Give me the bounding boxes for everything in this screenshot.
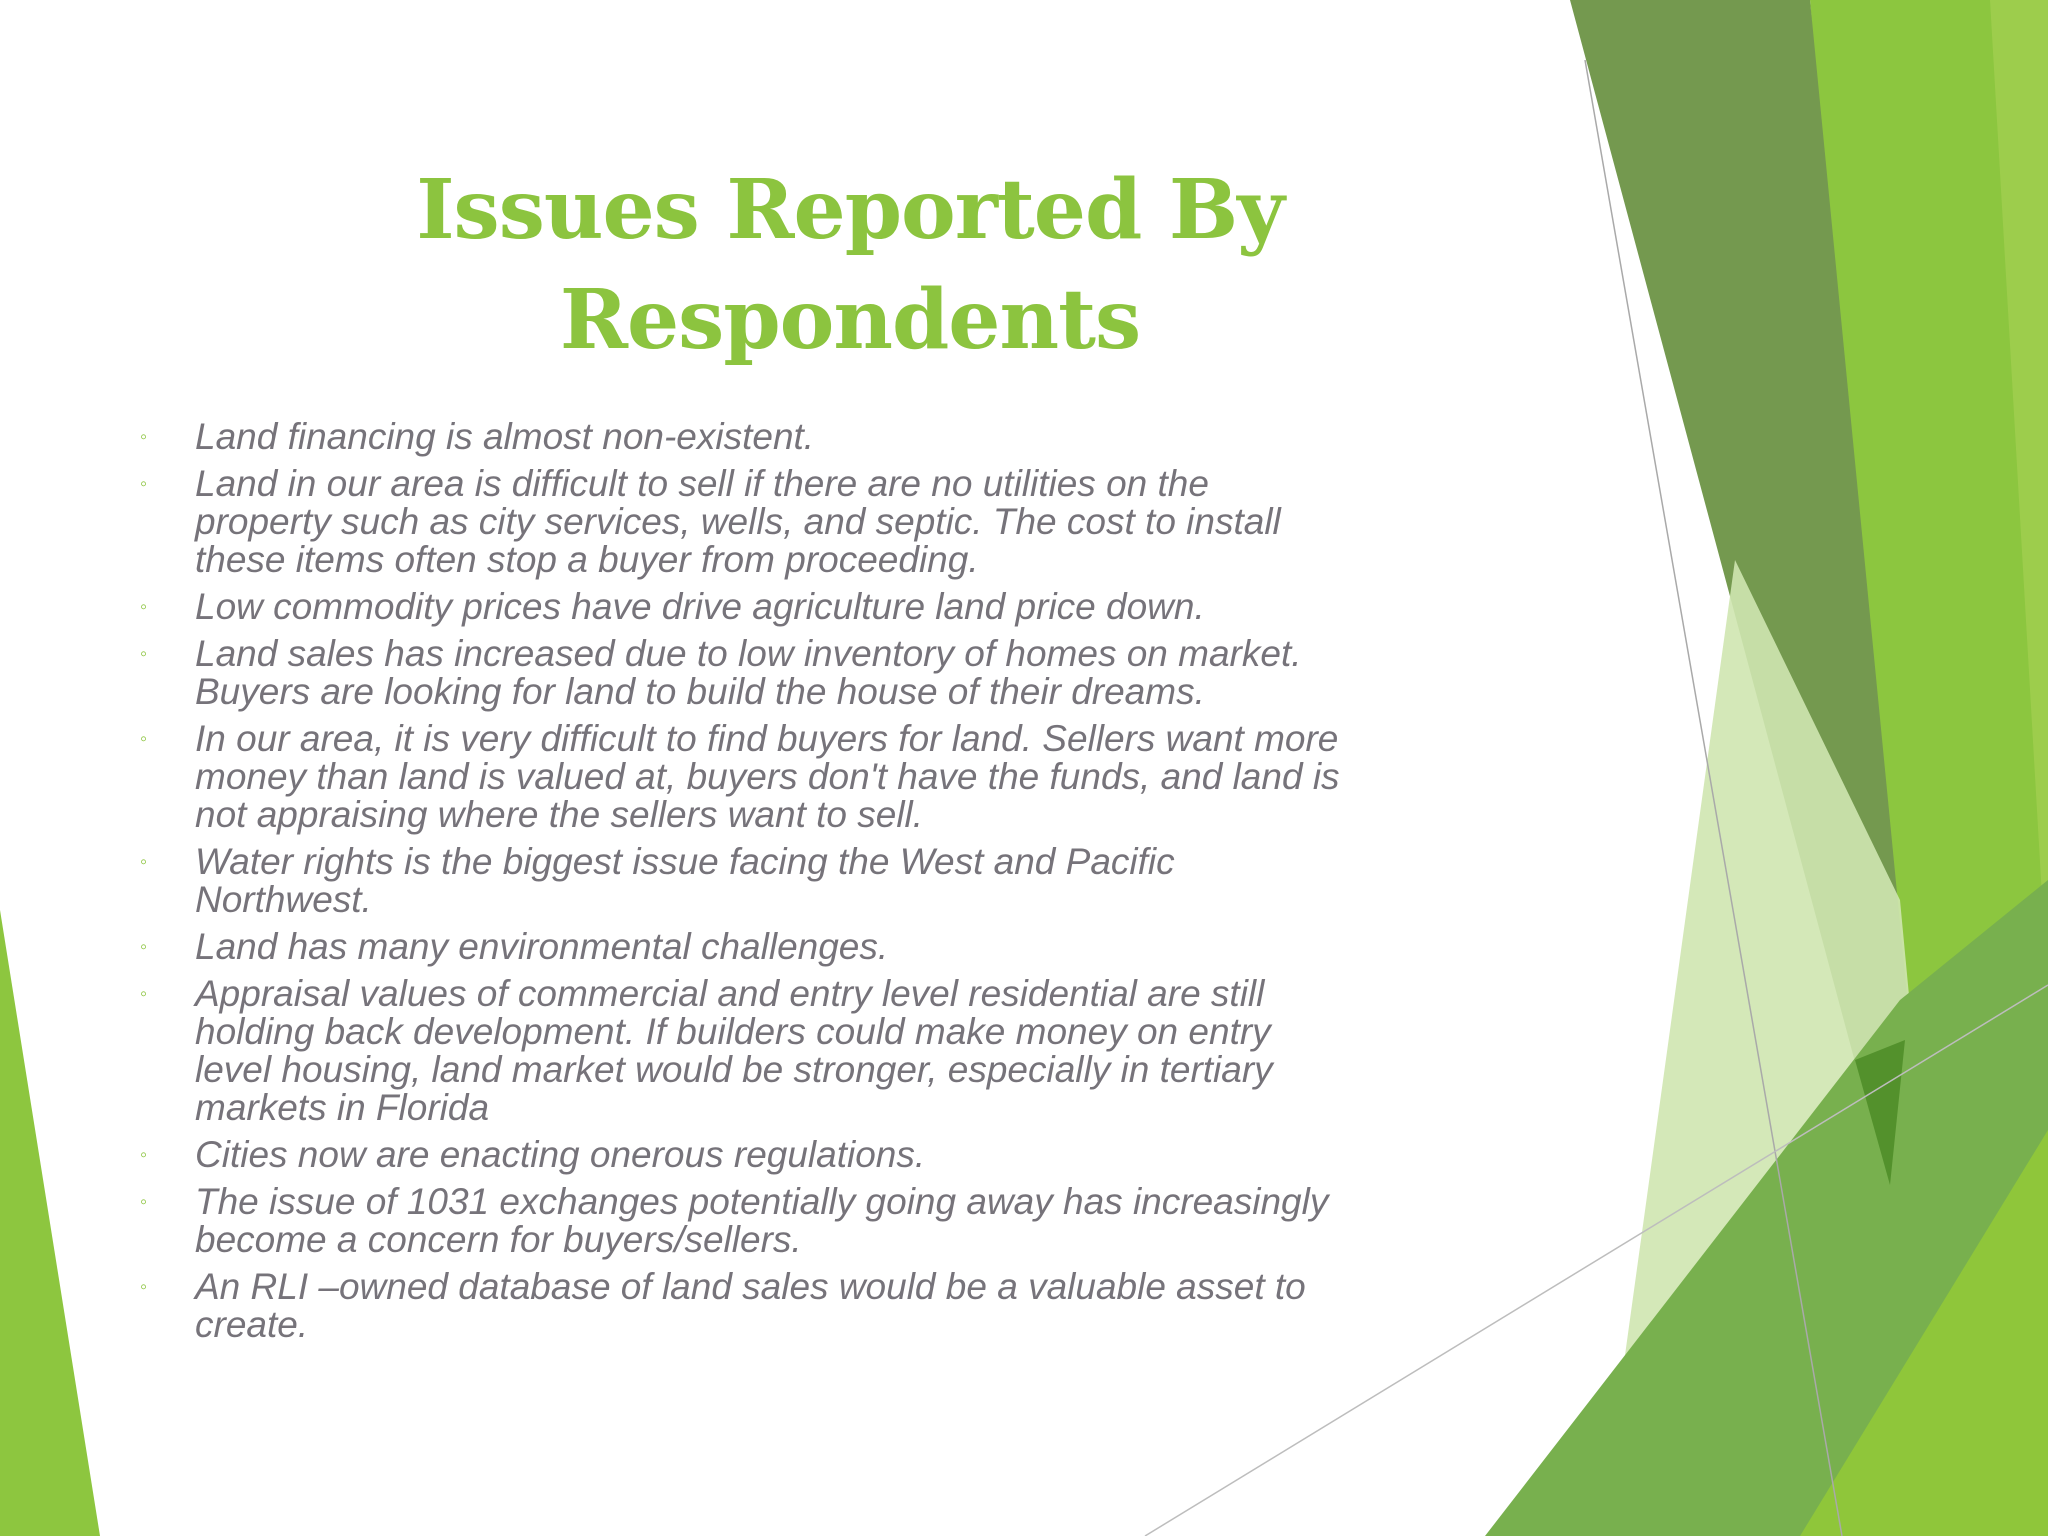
bullet-item <box>140 843 1440 919</box>
bullet-line: not appraising where the sellers want to sell. <box>195 794 924 835</box>
bullet-line: Land financing is almost non-existent. <box>195 416 815 457</box>
hollow-circle-bullet-icon: ◦ <box>140 936 148 958</box>
bullet-item <box>140 588 1440 626</box>
title-line-2: Respondents <box>559 272 1141 368</box>
hollow-circle-bullet-icon: ◦ <box>140 473 148 495</box>
bullet-line: An RLI –owned database of land sales would be a valuable asset to <box>195 1266 1306 1307</box>
hollow-circle-bullet-icon: ◦ <box>140 1276 148 1298</box>
hollow-circle-bullet-icon: ◦ <box>140 596 148 618</box>
bullet-line: Northwest. <box>195 879 372 920</box>
bullet-line: Land has many environmental challenges. <box>195 926 889 967</box>
hollow-circle-bullet-icon: ◦ <box>140 643 148 665</box>
bullet-item <box>140 1136 1440 1174</box>
bullet-item <box>140 975 1440 1127</box>
bullet-line: these items often stop a buyer from proceeding. <box>195 539 979 580</box>
bullet-line: Land in our area is difficult to sell if there are no utilities on the <box>195 463 1209 504</box>
bullet-line: become a concern for buyers/sellers. <box>195 1219 802 1260</box>
hollow-circle-bullet-icon: ◦ <box>140 1191 148 1213</box>
bullet-item <box>140 720 1440 834</box>
bullet-item <box>140 465 1440 579</box>
bullet-line: create. <box>195 1304 309 1345</box>
hollow-circle-bullet-icon: ◦ <box>140 426 148 448</box>
slide-title <box>300 155 1400 375</box>
bullet-line: property such as city services, wells, and septic. The cost to install <box>195 501 1281 542</box>
bullet-line: Water rights is the biggest issue facing the West and Pacific <box>195 841 1175 882</box>
bullet-item <box>140 928 1440 966</box>
bullet-item <box>140 635 1440 711</box>
hollow-circle-bullet-icon: ◦ <box>140 728 148 750</box>
bullet-line: markets in Florida <box>195 1087 490 1128</box>
bullet-list <box>140 418 1440 1353</box>
hollow-circle-bullet-icon: ◦ <box>140 983 148 1005</box>
bullet-item <box>140 1268 1440 1344</box>
bullet-line: In our area, it is very difficult to find buyers for land. Sellers want more <box>195 718 1339 759</box>
bullet-line: Land sales has increased due to low inventory of homes on market. <box>195 633 1302 674</box>
hollow-circle-bullet-icon: ◦ <box>140 1144 148 1166</box>
bullet-line: Buyers are looking for land to build the house of their dreams. <box>195 671 1205 712</box>
bullet-line: level housing, land market would be stronger, especially in tertiary <box>195 1049 1273 1090</box>
bullet-line: Low commodity prices have drive agriculture land price down. <box>195 586 1205 627</box>
bullet-line: money than land is valued at, buyers don't have the funds, and land is <box>195 756 1340 797</box>
bullet-line: Cities now are enacting onerous regulations. <box>195 1134 926 1175</box>
hollow-circle-bullet-icon: ◦ <box>140 851 148 873</box>
left-green-sliver <box>0 910 100 1536</box>
bullet-line: Appraisal values of commercial and entry level residential are still <box>195 973 1265 1014</box>
bullet-item <box>140 418 1440 456</box>
title-line-1: Issues Reported By <box>416 162 1284 258</box>
bullet-item <box>140 1183 1440 1259</box>
bullet-line: holding back development. If builders could make money on entry <box>195 1011 1271 1052</box>
bullet-line: The issue of 1031 exchanges potentially going away has increasingly <box>195 1181 1329 1222</box>
